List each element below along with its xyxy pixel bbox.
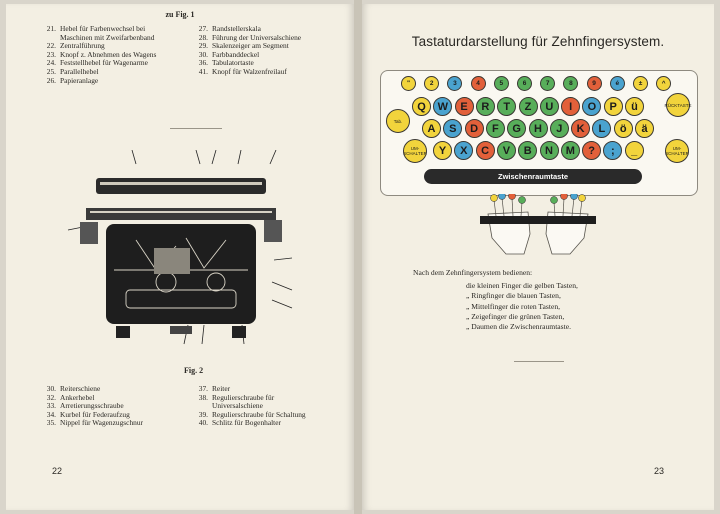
fig2-caption: Fig. 2 (184, 366, 204, 375)
key: D (465, 119, 484, 138)
key: ; (603, 141, 622, 160)
instructions-intro: Nach dem Zehnfingersystem bedienen: (413, 268, 533, 277)
key: K (571, 119, 590, 138)
instructions-list (466, 281, 578, 332)
key: W (433, 97, 452, 116)
part-name: Hebel für Farbenwechsel bei (60, 24, 146, 33)
instruction-line: „ Ringfinger die blauen Tasten, (466, 291, 561, 301)
part-name: Nippel für Wagenzugschnur (60, 418, 144, 428)
key: L (592, 119, 611, 138)
key: M (561, 141, 580, 160)
key: R (476, 97, 495, 116)
key: 3 (447, 76, 462, 91)
key: 4 (471, 76, 486, 91)
key: Q (412, 97, 431, 116)
key: Y (433, 141, 452, 160)
key: C (476, 141, 495, 160)
key: X (454, 141, 473, 160)
parts-list-item (40, 68, 156, 77)
part-number: 33. (46, 401, 56, 411)
part-name: Feststellhebel für Wagenarme (60, 58, 148, 68)
parts-list-fig1-col1 (40, 25, 156, 85)
part-name: Papieranlage (60, 75, 99, 85)
key: U (540, 97, 559, 116)
spacebar-key: Zwischenraumtaste (424, 169, 642, 184)
part-number: 22. (46, 41, 56, 51)
key: F (486, 119, 505, 138)
part-number: 21. (46, 24, 56, 33)
right-page (362, 4, 714, 510)
key: 6 (517, 76, 532, 91)
key: ü (625, 97, 644, 116)
part-number: 32. (46, 392, 56, 402)
key: Z (519, 97, 538, 116)
key: 2 (424, 76, 439, 91)
page-number-left: 22 (52, 466, 63, 476)
keyboard-diagram (380, 70, 698, 196)
part-number: 39. (198, 409, 208, 419)
hands-illustration (480, 194, 596, 260)
key: ± (633, 76, 648, 91)
left-page (6, 4, 354, 510)
parts-list-fig2-col1 (40, 385, 143, 428)
key: H (529, 119, 548, 138)
page-title: Tastaturdarstellung für Zehnfingersystem. (411, 34, 665, 49)
part-number: 30. (46, 384, 56, 393)
part-number: 24. (46, 58, 56, 68)
key: J (550, 119, 569, 138)
part-name: Universalschiene (212, 401, 263, 411)
book-gutter (354, 0, 362, 514)
key: 8 (563, 76, 578, 91)
part-name: Ankerhebel (60, 392, 95, 402)
part-name: Farbbanddeckel (212, 49, 260, 59)
part-number: 27. (198, 24, 208, 33)
parts-list-item (40, 419, 143, 428)
parts-list-fig2-col2 (192, 385, 306, 428)
part-number: 38. (198, 392, 208, 402)
instruction-line: „ Mittelfinger die roten Tasten, (466, 301, 561, 311)
key: 9 (587, 76, 602, 91)
key: B (518, 141, 537, 160)
part-number: 40. (198, 418, 208, 428)
part-name: Randstellerskala (212, 24, 261, 33)
part-name: Schlitz für Bogenhalter (212, 418, 281, 428)
shift-key-left: UM-SCHALTER (403, 139, 427, 163)
parts-list-fig1-col2 (192, 25, 301, 77)
part-name: Skalenzeiger am Segment (212, 41, 289, 51)
part-number: 29. (198, 41, 208, 51)
part-name: Parallelhebel (60, 66, 99, 76)
part-number: 23. (46, 49, 56, 59)
part-name: Reiter (212, 384, 231, 393)
typewriter-illustration (66, 150, 296, 360)
key: T (497, 97, 516, 116)
key: 5 (494, 76, 509, 91)
key: P (604, 97, 623, 116)
part-name: Tabulatortaste (212, 58, 254, 68)
key: N (540, 141, 559, 160)
backspace-key: RÜCKTASTE (666, 93, 690, 117)
key: ^ (656, 76, 671, 91)
instruction-line: „ Daumen die Zwischenraumtaste. (466, 322, 572, 332)
part-name: Knopf z. Abnehmen des Wagens (60, 49, 157, 59)
part-number: 35. (46, 418, 56, 428)
part-number: 34. (46, 409, 56, 419)
part-number: 26. (46, 75, 56, 85)
key: ö (614, 119, 633, 138)
shift-key-right: UM-SCHALTER (665, 139, 689, 163)
divider-rule-right (514, 361, 564, 362)
part-number: 41. (198, 66, 208, 76)
instruction-line: die kleinen Finger die gelben Tasten, (466, 281, 578, 290)
part-name: Regulierschraube für (212, 392, 275, 402)
part-name: Maschinen mit Zweifarbenband (60, 32, 155, 42)
parts-list-item (192, 68, 301, 77)
parts-list-item (192, 419, 306, 428)
key: ? (582, 141, 601, 160)
parts-list-item (40, 77, 156, 86)
part-number: 25. (46, 66, 56, 76)
key: O (582, 97, 601, 116)
key: ä (635, 119, 654, 138)
instruction-line: „ Zeigefinger die grünen Tasten, (466, 311, 565, 321)
part-name: Regulierschraube für Schaltung (212, 409, 306, 419)
key: I (561, 97, 580, 116)
key: " (401, 76, 416, 91)
part-number: 37. (198, 384, 208, 393)
part-number: 28. (198, 32, 208, 42)
key: V (497, 141, 516, 160)
key: _ (625, 141, 644, 160)
part-number: 36. (198, 58, 208, 68)
part-name: Führung der Universalschiene (212, 32, 302, 42)
part-name: Kurbel für Federaufzug (60, 409, 130, 419)
key: 7 (540, 76, 555, 91)
part-name: Knopf für Walzenfreilauf (212, 66, 287, 76)
part-name: Arretierungsschraube (60, 401, 124, 411)
divider-rule (170, 128, 222, 129)
part-name: Reiterschiene (60, 384, 101, 393)
key: é (610, 76, 625, 91)
key: E (455, 97, 474, 116)
tab-key: Tab. (386, 109, 410, 133)
key: A (422, 119, 441, 138)
key: G (507, 119, 526, 138)
part-name: Zentralführung (60, 41, 105, 51)
page-number-right: 23 (654, 466, 665, 476)
key: S (443, 119, 462, 138)
part-number: 30. (198, 49, 208, 59)
fig1-title: zu Fig. 1 (165, 10, 195, 19)
